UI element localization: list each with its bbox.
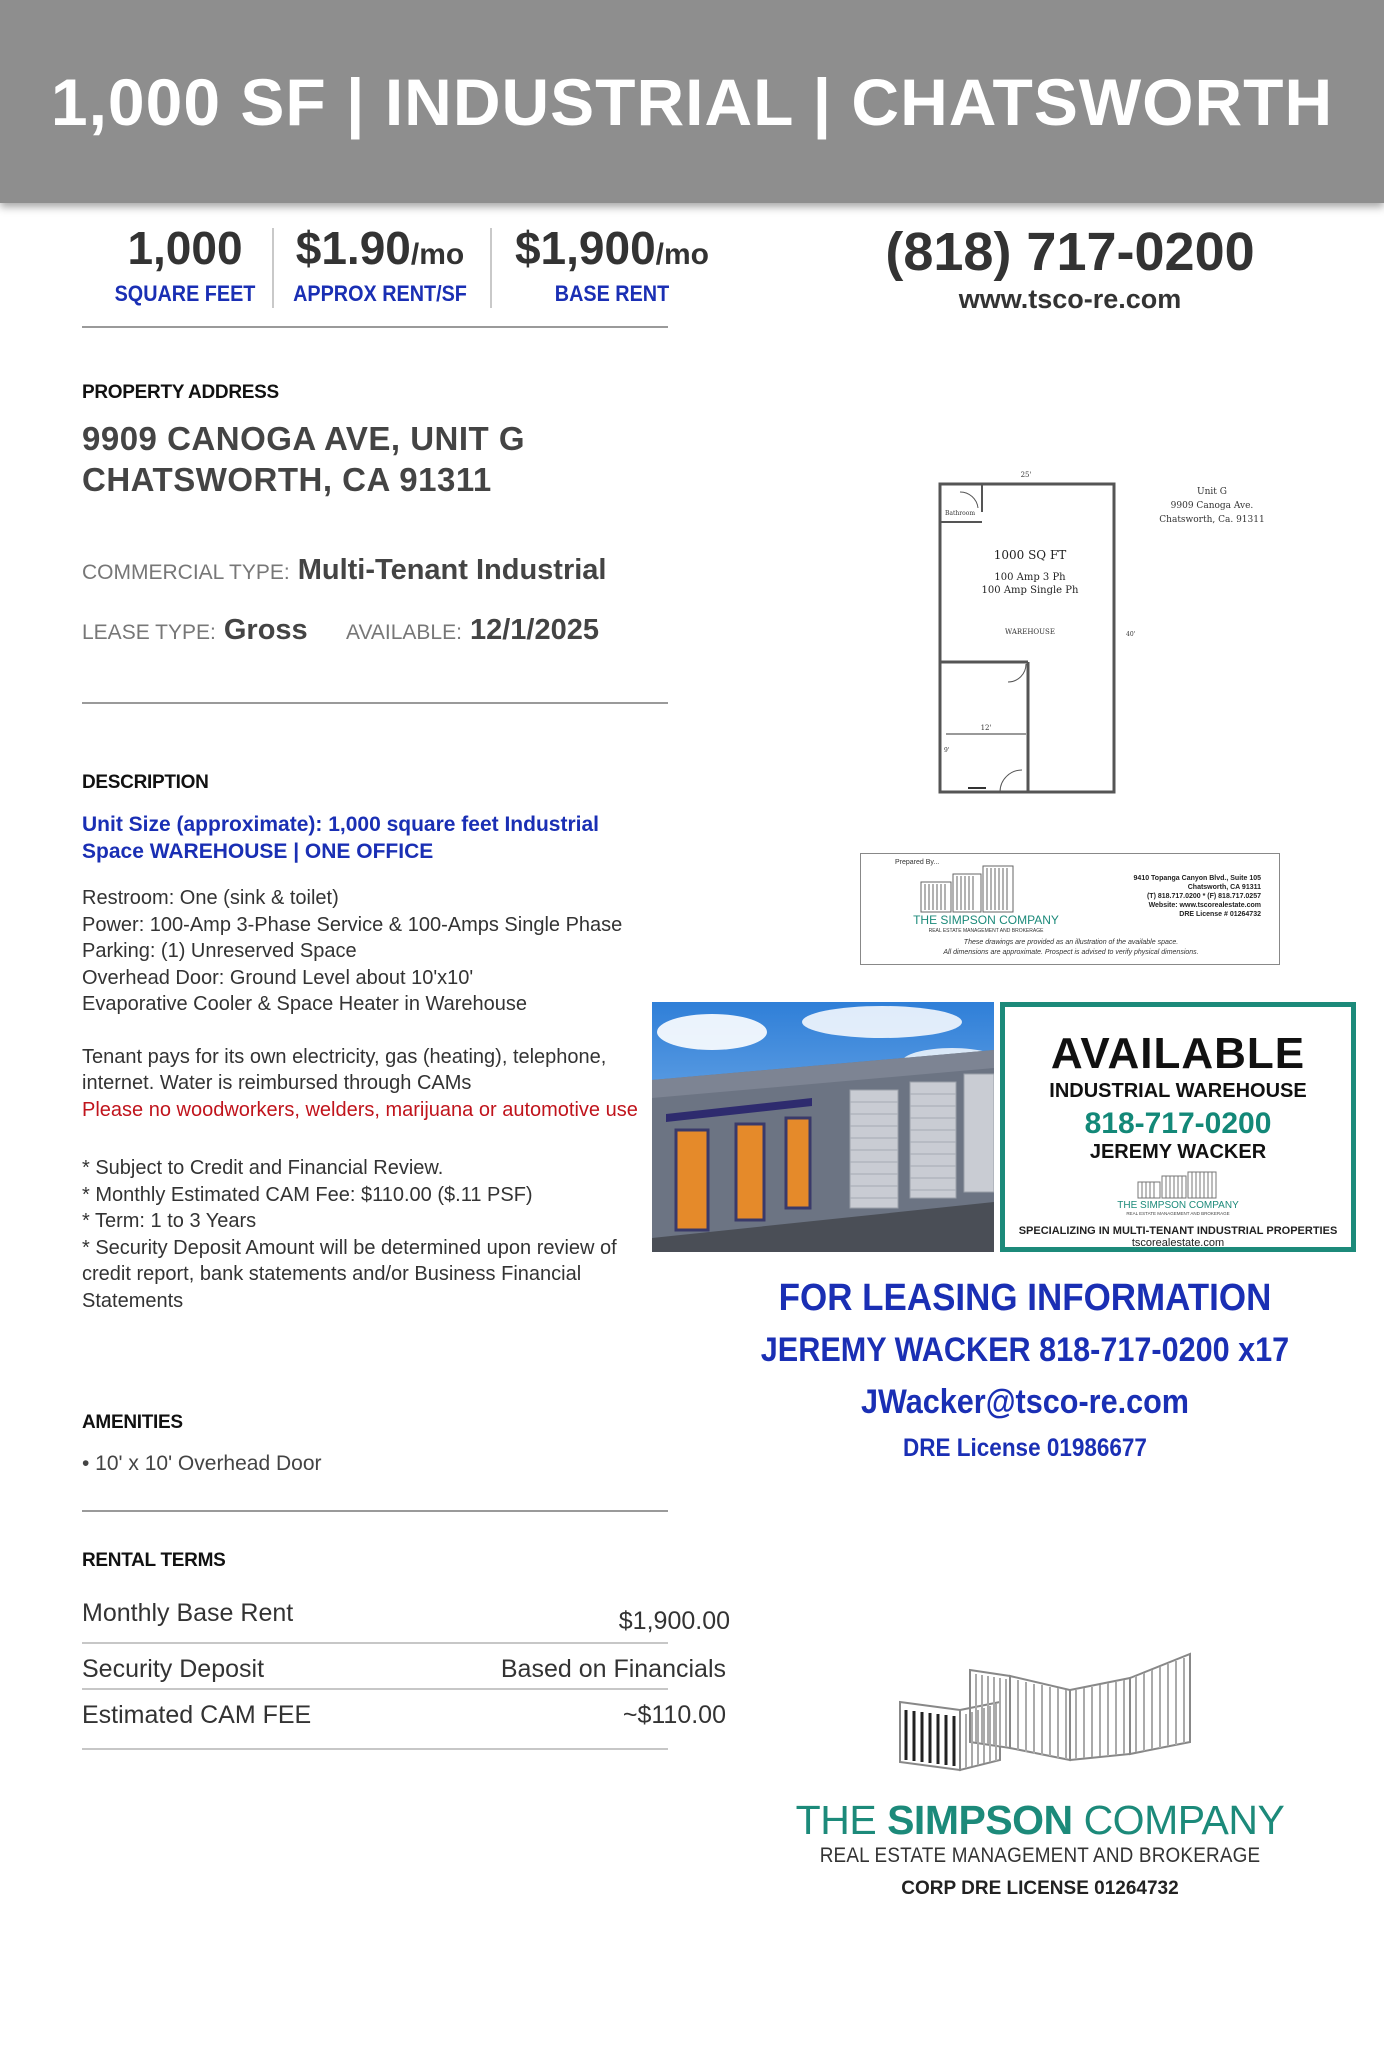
divider [82, 326, 668, 328]
depth-dimension: 40' [1126, 631, 1136, 638]
building-logo-icon [1138, 1172, 1216, 1198]
prepared-website: Website: www.tscorealestate.com [1148, 902, 1261, 909]
sign-agent: JEREMY WACKER [1089, 1141, 1267, 1163]
logo-company-name: THE SIMPSON COMPANY [795, 1797, 1285, 1843]
building-logo-icon [860, 1630, 1220, 1790]
leasing-license: DRE License 01986677 [903, 1434, 1147, 1462]
prepared-by-box [860, 853, 1280, 965]
detail-line: Evaporative Cooler & Space Heater in Warehouse [82, 993, 528, 1015]
city-label: Chatsworth, Ca. 91311 [1159, 515, 1265, 525]
available-label: AVAILABLE: [346, 621, 462, 644]
address-line-2: CHATSWORTH, CA 91311 [82, 461, 492, 498]
note-line: * Monthly Estimated CAM Fee: $110.00 ($.11 PSF) [82, 1183, 533, 1206]
restroom-label: Bathroom [944, 510, 976, 517]
leasing-heading: FOR LEASING INFORMATION [778, 1277, 1272, 1319]
rental-row-security-deposit [82, 1646, 726, 1692]
disclaimer: These drawings are provided as an illustration of the available space. [963, 939, 1179, 946]
rental-label: Monthly Base Rent [82, 1599, 294, 1627]
prepared-license: DRE License # 01264732 [1179, 911, 1261, 918]
unit-size-headline: Unit Size (approximate): 1,000 square feet Industrial [82, 813, 599, 836]
detail-line: Parking: (1) Unreserved Space [82, 940, 357, 962]
prepared-address: 9410 Topanga Canyon Blvd., Suite 105 [1133, 875, 1261, 882]
sign-subtitle: INDUSTRIAL WAREHOUSE [1049, 1080, 1307, 1102]
office-width: 12' [980, 724, 992, 732]
sign-phone[interactable]: 818-717-0200 [1084, 1107, 1272, 1140]
stat-label: APPROX RENT/SF [293, 281, 467, 306]
note-line: * Subject to Credit and Financial Review. [82, 1157, 444, 1179]
lease-type [82, 614, 308, 647]
lease-type-label: LEASE TYPE: [82, 621, 216, 644]
note-line: Statements [82, 1289, 184, 1312]
contact-block [860, 222, 1280, 315]
prepared-tagline: REAL ESTATE MANAGEMENT AND BROKERAGE [928, 928, 1044, 934]
detail-line: Overhead Door: Ground Level about 10'x10' [82, 966, 474, 989]
detail-line: Restroom: One (sink & toilet) [82, 887, 339, 909]
rental-value: ~$110.00 [622, 1701, 726, 1729]
description-heading: DESCRIPTION [82, 772, 209, 793]
available-date: 12/1/2025 [469, 614, 599, 646]
sign-logo [1108, 1170, 1248, 1216]
logo-tagline: REAL ESTATE MANAGEMENT AND BROKERAGE [819, 1844, 1261, 1867]
leasing-agent[interactable]: JEREMY WACKER 818-717-0200 x17 [760, 1331, 1290, 1369]
rental-row-cam-fee [82, 1692, 726, 1738]
commercial-type [82, 554, 606, 587]
available-sign [1000, 1002, 1356, 1252]
rental-label: Security Deposit [82, 1655, 265, 1683]
property-address [82, 418, 525, 500]
rental-value: Based on Financials [500, 1655, 726, 1683]
prepared-company: THE SIMPSON COMPANY [913, 913, 1059, 927]
floor-plan-drawing [860, 462, 1320, 802]
row-divider [82, 1688, 668, 1690]
sign-company: THE SIMPSON COMPANY [1117, 1200, 1239, 1211]
note-line: credit report, bank statements and/or Business Financial [82, 1263, 582, 1285]
stat-divider [490, 228, 492, 308]
office-depth: 9' [944, 747, 950, 754]
stat-value: $1.90/mo [295, 222, 465, 274]
width-dimension: 25' [1020, 471, 1032, 479]
power-label: 100 Amp Single Ph [981, 585, 1079, 596]
building-logo-icon [921, 866, 1013, 912]
property-address-heading: PROPERTY ADDRESS [82, 382, 279, 403]
rental-row-base-rent [82, 1590, 730, 1636]
prepared-by-label: Prepared By... [895, 859, 940, 866]
amenity-item: • 10' x 10' Overhead Door [82, 1452, 322, 1475]
row-divider [82, 1642, 668, 1644]
page-title: 1,000 SF | INDUSTRIAL | CHATSWORTH [50, 64, 1334, 139]
warehouse-label: WAREHOUSE [1005, 628, 1055, 636]
use-restriction: Please no woodworkers, welders, marijuana or automotive use [82, 1098, 638, 1121]
address-line-1: 9909 CANOGA AVE, UNIT G [82, 420, 526, 457]
unit-size-headline: Space WAREHOUSE | ONE OFFICE [82, 839, 434, 863]
availability [346, 614, 599, 647]
stat-square-feet [100, 222, 270, 307]
rental-terms-heading: RENTAL TERMS [82, 1550, 226, 1571]
note-line: * Security Deposit Amount will be determined upon review of [82, 1236, 617, 1259]
sign-tagline: REAL ESTATE MANAGEMENT AND BROKERAGE [1126, 1211, 1230, 1216]
sign-specializing: SPECIALIZING IN MULTI-TENANT INDUSTRIAL PROPERTIES [1018, 1225, 1338, 1237]
area-label: 1000 SQ FT [993, 548, 1067, 562]
logo-license: CORP DRE LICENSE 01264732 [901, 1878, 1179, 1899]
sign-website[interactable]: tscorealestate.com [1131, 1237, 1225, 1249]
rental-label: Estimated CAM FEE [82, 1701, 312, 1729]
stat-value: 1,000 [127, 222, 243, 274]
amenities-heading: AMENITIES [82, 1412, 183, 1433]
stat-base-rent [500, 222, 724, 307]
utilities-line: internet. Water is reimbursed through CAMs [82, 1072, 472, 1094]
stat-value: $1,900/mo [514, 222, 710, 274]
stat-divider [272, 228, 274, 308]
company-logo [760, 1630, 1320, 1900]
leasing-email[interactable]: JWacker@tsco-re.com [860, 1383, 1190, 1421]
note-line: * Term: 1 to 3 Years [82, 1210, 257, 1232]
lease-type-value: Gross [223, 614, 308, 646]
divider [82, 702, 668, 704]
website-link[interactable]: www.tsco-re.com [958, 284, 1182, 314]
utilities-line: Tenant pays for its own electricity, gas (heating), telephone, [82, 1045, 607, 1068]
commercial-type-label: COMMERCIAL TYPE: [82, 561, 290, 584]
detail-line: Power: 100-Amp 3-Phase Service & 100-Amps Single Phase [82, 913, 623, 936]
prepared-phones: (T) 818.717.0200 * (F) 818.717.0257 [1146, 893, 1261, 900]
title-banner [0, 0, 1384, 203]
building-photo [652, 1002, 994, 1252]
stat-label: BASE RENT [554, 281, 670, 306]
prepared-address: Chatsworth, CA 91311 [1187, 884, 1261, 891]
stat-rent-per-sf [280, 222, 480, 307]
divider [82, 1510, 668, 1512]
sign-title: AVAILABLE [1050, 1029, 1306, 1078]
disclaimer: All dimensions are approximate. Prospect is advised to verify physical dimensions. [943, 949, 1199, 956]
key-stats [100, 222, 720, 314]
leasing-contact [710, 1272, 1340, 1468]
power-label: 100 Amp 3 Ph [994, 572, 1066, 583]
description-body [82, 812, 662, 1314]
commercial-type-value: Multi-Tenant Industrial [297, 554, 607, 586]
row-divider [82, 1748, 668, 1750]
stat-label: SQUARE FEET [114, 281, 256, 306]
street-label: 9909 Canoga Ave. [1170, 501, 1254, 511]
phone-number[interactable]: (818) 717-0200 [885, 222, 1255, 282]
rental-value: $1,900.00 [618, 1607, 730, 1635]
unit-label: Unit G [1197, 487, 1227, 497]
